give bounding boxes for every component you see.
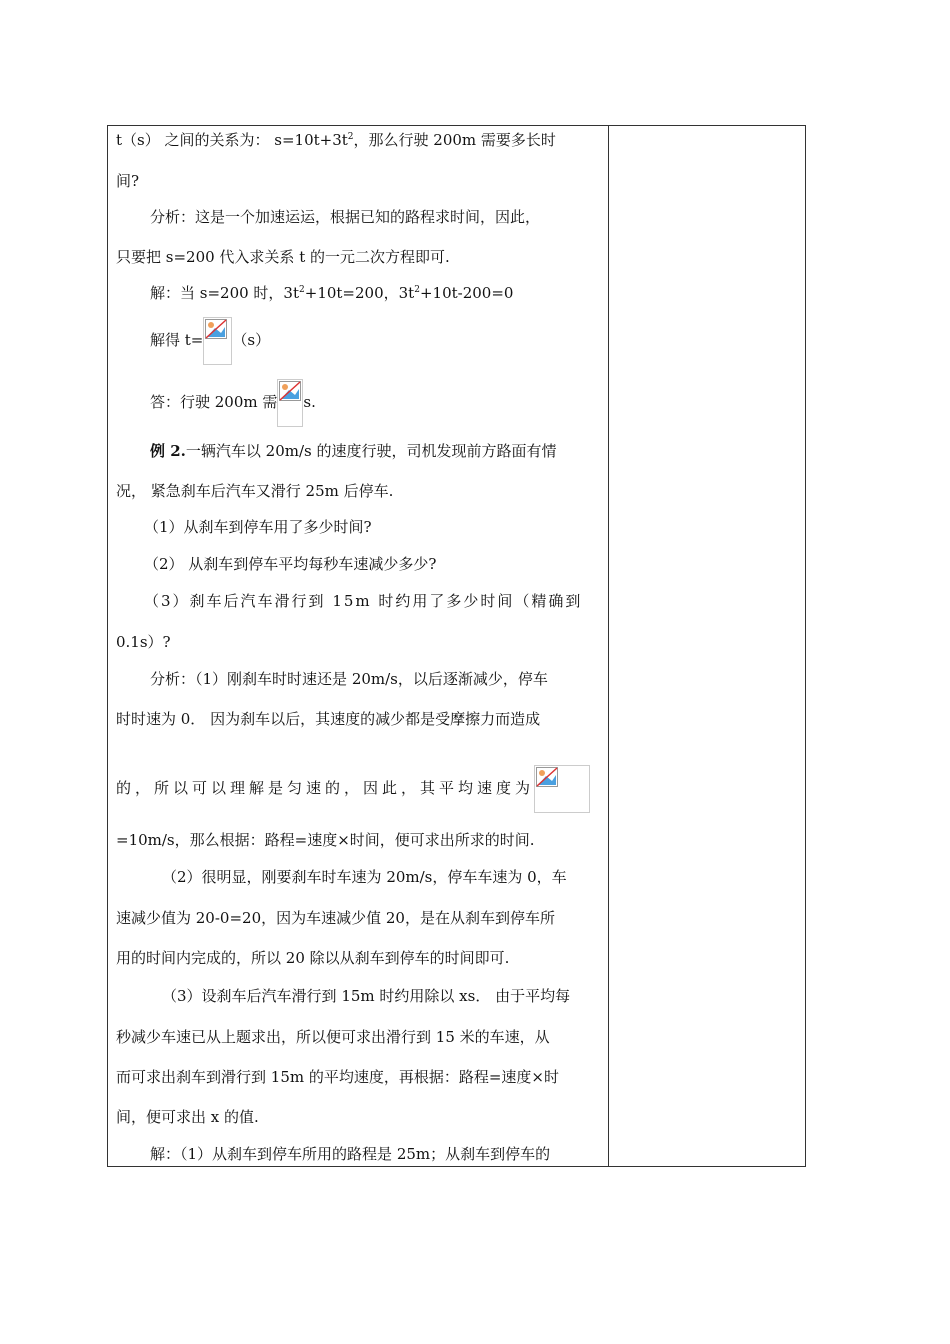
- line-15: 时时速为 0． 因为刹车以后，其速度的减少都是受摩擦力而造成: [116, 710, 541, 728]
- line-17: =10m/s，那么根据：路程=速度×时间，便可求出所求的时间.: [116, 831, 535, 849]
- line-18: （2）很明显，刚要刹车时车速为 20m/s，停车车速为 0，车: [162, 868, 567, 886]
- line-11: （2） 从刹车到停车平均每秒车速减少多少?: [144, 555, 437, 573]
- line-5: [116, 283, 634, 303]
- example-label: 例 2.: [150, 442, 186, 460]
- text: （s）: [232, 331, 271, 349]
- line-25: 解：（1）从刹车到停车所用的路程是 25m；从刹车到停车的: [150, 1145, 551, 1163]
- text: 答：行驶 200m 需: [150, 393, 278, 411]
- line-14: 分析：（1）刚刹车时时速还是 20m/s，以后逐渐减少，停车: [150, 670, 548, 688]
- line-6: [116, 314, 634, 366]
- text: 一辆汽车以 20m/s 的速度行驶，司机发现前方路面有情: [185, 442, 557, 460]
- text: t（s） 之间的关系为： s=10t+3t: [116, 131, 348, 149]
- line-13: 0.1s）?: [116, 633, 171, 651]
- line-1: [116, 130, 600, 150]
- text: s.: [303, 393, 316, 411]
- line-8: [116, 441, 634, 461]
- formula-image-placeholder: [534, 765, 590, 813]
- superscript: 2: [347, 132, 354, 142]
- line-3: 分析：这是一个加速运运，根据已知的路程求时间，因此，: [150, 208, 541, 226]
- text: 解得 t=: [150, 331, 204, 349]
- line-23: 而可求出刹车到滑行到 15m 的平均速度，再根据：路程=速度×时: [116, 1068, 559, 1086]
- line-19: 速减少值为 20-0=20，因为车速减少值 20，是在从刹车到停车所: [116, 909, 555, 927]
- column-divider: [608, 126, 609, 1166]
- text: 解：当 s=200 时，3t: [150, 284, 300, 302]
- line-21: （3）设刹车后汽车滑行到 15m 时约用除以 xs． 由于平均每: [162, 987, 571, 1005]
- line-22: 秒减少车速已从上题求出，所以便可求出滑行到 15 米的车速，从: [116, 1028, 550, 1046]
- broken-image-icon: [536, 767, 558, 787]
- document-table: [107, 125, 806, 1167]
- line-7: [116, 376, 634, 428]
- text: 的，所以可以理解是匀速的，因此，其平均速度为: [116, 779, 535, 797]
- line-4: 只要把 s=200 代入求关系 t 的一元二次方程即可.: [116, 248, 450, 266]
- text: ，那么行驶 200m 需要多长时: [353, 131, 556, 149]
- line-10: （1）从刹车到停车用了多少时间?: [144, 518, 372, 536]
- line-16: [116, 763, 600, 813]
- superscript: 2: [414, 285, 420, 295]
- broken-image-icon: [279, 381, 301, 401]
- line-9: 况， 紧急刹车后汽车又滑行 25m 后停车.: [116, 482, 394, 500]
- formula-image-placeholder: [277, 379, 303, 427]
- text: +10t-200=0: [419, 284, 514, 302]
- line-2: 间?: [116, 172, 140, 190]
- line-20: 用的时间内完成的，所以 20 除以从刹车到停车的时间即可.: [116, 949, 510, 967]
- formula-image-placeholder: [203, 317, 232, 365]
- text: +10t=200，3t: [304, 284, 415, 302]
- line-24: 间，便可求出 x 的值.: [116, 1108, 259, 1126]
- line-12: （3）刹车后汽车滑行到 15m 时约用了多少时间（精确到: [144, 592, 583, 610]
- superscript: 2: [299, 285, 305, 295]
- broken-image-icon: [205, 319, 227, 339]
